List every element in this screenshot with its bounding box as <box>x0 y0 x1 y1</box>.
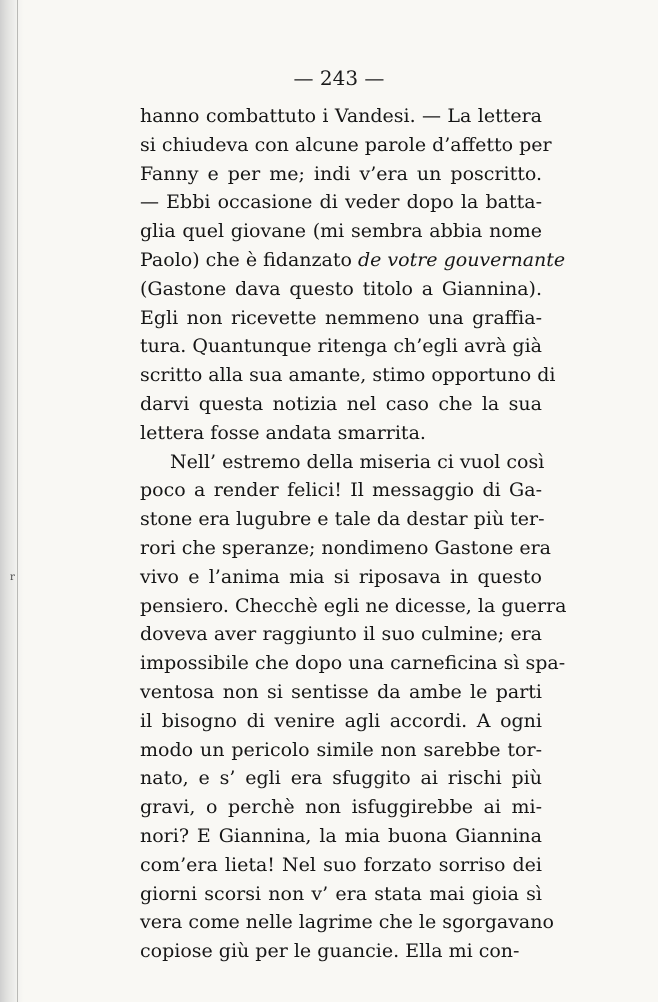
text-line <box>140 476 542 505</box>
margin-mark: r <box>10 572 15 583</box>
line-text: lettera fosse andata smarrita. <box>140 421 426 444</box>
text-line <box>140 390 542 419</box>
line-text: modo un pericolo simile non sarebbe tor- <box>140 738 542 761</box>
line-text: com’era lieta! Nel suo forzato sorriso dei <box>140 853 542 876</box>
line-text: darvi questa notizia nel caso che la sua <box>140 392 542 415</box>
line-text: doveva aver raggiunto il suo culmine; era <box>140 623 542 646</box>
text-line <box>140 217 542 246</box>
binding-shadow <box>0 0 24 1002</box>
text-line <box>140 505 545 534</box>
text-line <box>140 707 542 736</box>
text-line <box>140 764 542 793</box>
line-text: nato, e s’ egli era sfuggito ai rischi più <box>140 767 542 790</box>
paragraph <box>140 102 566 448</box>
text-line <box>140 332 542 361</box>
text-line <box>140 188 542 217</box>
text-line <box>140 851 542 880</box>
text-line <box>140 937 542 966</box>
page-number: — 243 — <box>293 66 385 90</box>
text-line <box>140 880 542 909</box>
text-line <box>140 534 552 563</box>
line-text: nori? E Giannina, la mia buona Giannina <box>140 824 542 847</box>
binding-edge <box>17 0 18 1002</box>
line-text: poco a render felici! Il messaggio di Ga- <box>140 479 542 502</box>
text-line <box>140 419 542 448</box>
text-line <box>140 822 542 851</box>
line-text: impossibile che dopo una carneficina sì spa- <box>140 652 566 675</box>
text-line <box>140 649 566 678</box>
italic-phrase: de votre gouvernante <box>357 248 566 271</box>
line-text: Nell’ estremo della miseria ci vuol così <box>170 450 545 473</box>
line-text: gravi, o perchè non isfuggirebbe ai mi- <box>140 796 542 819</box>
text-line <box>140 908 554 937</box>
line-text: glia quel giovane (mi sembra abbia nome <box>140 220 542 243</box>
text-line <box>140 736 542 765</box>
line-text: vera come nelle lagrime che le sgorgavano <box>140 911 554 934</box>
line-text: si chiudeva con alcune parole d’affetto per <box>140 133 552 156</box>
text-line <box>140 275 542 304</box>
line-text: giorni scorsi non v’ era stata mai gioia sì <box>140 882 542 905</box>
line-text: scritto alla sua amante, stimo opportuno di <box>140 364 556 387</box>
line-text: Egli non ricevette nemmeno una graffia- <box>140 306 542 329</box>
text-line <box>140 361 556 390</box>
line-text: Paolo) che è fidanzato <box>140 248 358 271</box>
line-text: — Ebbi occasione di veder dopo la batta- <box>140 191 542 214</box>
line-text: rori che speranze; nondimeno Gastone era <box>140 536 552 559</box>
text-line <box>140 563 542 592</box>
text-line <box>140 793 542 822</box>
line-text: vivo e l’anima mia si riposava in questo <box>140 565 542 588</box>
line-text: stone era lugubre e tale da destar più ter- <box>140 508 545 531</box>
text-line <box>140 678 542 707</box>
text-line <box>140 131 552 160</box>
text-line <box>140 448 545 477</box>
line-text: tura. Quantunque ritenga ch’egli avrà già <box>140 335 542 358</box>
line-text: (Gastone dava questo titolo a Giannina). <box>140 277 542 300</box>
paragraph <box>140 448 567 966</box>
line-text: ventosa non si sentisse da ambe le parti <box>140 680 542 703</box>
text-line <box>140 246 566 275</box>
text-line <box>140 620 542 649</box>
line-text: copiose giù per le guancie. Ella mi con- <box>140 940 520 963</box>
text-line <box>140 304 542 333</box>
line-text: hanno combattuto i Vandesi. — La lettera <box>140 105 542 127</box>
text-line <box>140 592 567 621</box>
line-text: il bisogno di venire agli accordi. A ogni <box>140 709 542 732</box>
text-line <box>140 160 542 189</box>
line-text: Fanny e per me; indi v’era un poscritto. <box>140 162 542 185</box>
body-text <box>140 102 567 966</box>
line-text: pensiero. Checchè egli ne dicesse, la guerra <box>140 594 567 617</box>
text-line <box>140 102 542 131</box>
